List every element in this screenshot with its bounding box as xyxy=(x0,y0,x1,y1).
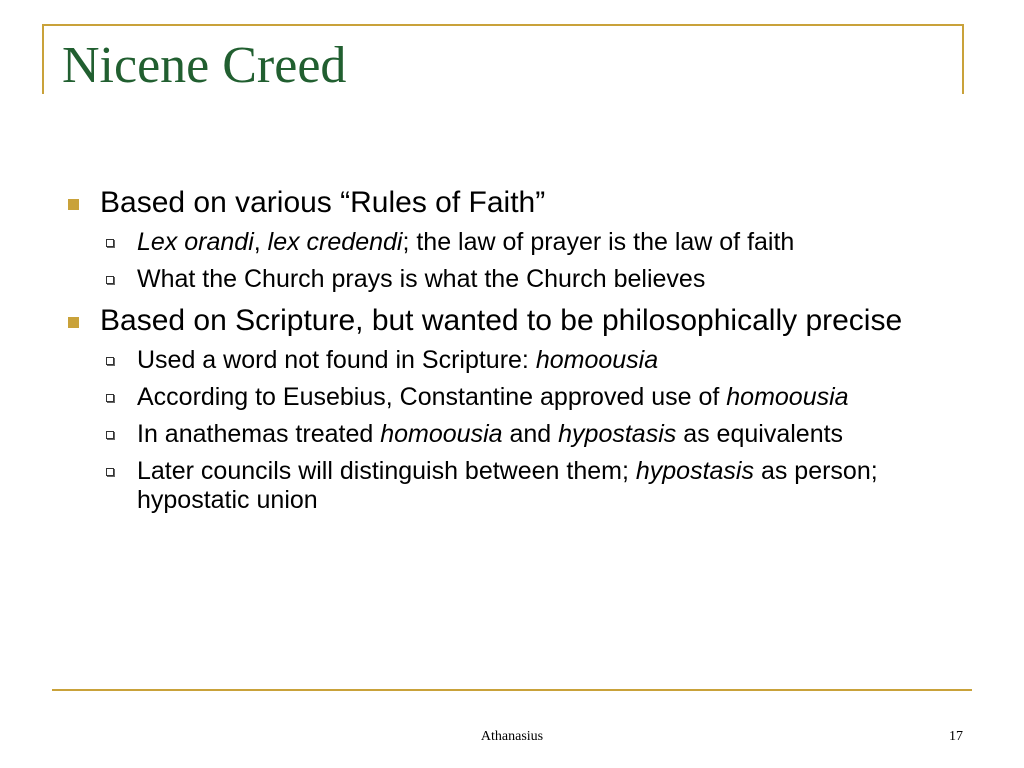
footer-divider xyxy=(52,689,972,691)
sub-bullet-lex-orandi xyxy=(62,228,972,257)
sub-bullet-text: What the Church prays is what the Church believes xyxy=(137,265,706,293)
sub-bullet-text-italic: homoousia xyxy=(726,383,849,411)
hollow-square-bullet-icon xyxy=(106,276,114,284)
hollow-square-bullet-icon xyxy=(106,394,114,402)
title-frame-left-line xyxy=(42,24,44,94)
bullet-rules-of-faith xyxy=(62,184,972,222)
hollow-square-bullet-icon xyxy=(106,357,114,365)
sub-bullet-text: and xyxy=(502,420,559,448)
slide-title: Nicene Creed xyxy=(62,37,347,94)
sub-bullet-word-not-in-scripture xyxy=(62,346,972,375)
sub-bullet-text-italic: homoousia xyxy=(535,346,659,374)
bullet-text: Based on various “Rules of Faith” xyxy=(100,186,546,219)
sub-bullet-text: as equivalents xyxy=(676,420,844,448)
sub-bullet-text: Used a word not found in Scripture: xyxy=(137,346,536,374)
sub-bullet-text: ; the law of prayer is the law of faith xyxy=(402,228,795,256)
sub-bullet-text-italic: homoousia xyxy=(380,420,503,448)
sub-bullet-text: as person; hypostatic union xyxy=(137,457,878,514)
slide-content xyxy=(62,184,972,523)
sub-bullet-later-councils xyxy=(62,457,972,515)
sub-bullet-text: , xyxy=(253,228,268,256)
footer-label: Athanasius xyxy=(480,729,544,744)
sub-bullet-text: In anathemas treated xyxy=(137,420,381,448)
square-bullet-icon xyxy=(68,199,79,210)
title-frame-right-line xyxy=(962,24,964,94)
hollow-square-bullet-icon xyxy=(106,468,114,476)
sub-bullet-eusebius xyxy=(62,383,972,412)
page-number: 17 xyxy=(949,729,963,744)
sub-bullet-text-italic: hypostasis xyxy=(635,457,754,485)
hollow-square-bullet-icon xyxy=(106,431,114,439)
bullet-scripture xyxy=(62,302,972,340)
sub-bullet-anathemas xyxy=(62,420,972,449)
hollow-square-bullet-icon xyxy=(106,239,114,247)
sub-bullet-text-italic: lex credendi xyxy=(267,228,403,256)
sub-bullet-text: According to Eusebius, Constantine approved use of xyxy=(137,383,727,411)
sub-bullet-church-prays xyxy=(62,265,972,294)
sub-bullet-text-italic: Lex orandi xyxy=(137,228,254,256)
title-frame-top-line xyxy=(42,24,964,26)
bullet-text: Based on Scripture, but wanted to be philosophically precise xyxy=(100,304,903,337)
sub-bullet-text-italic: hypostasis xyxy=(558,420,677,448)
square-bullet-icon xyxy=(68,317,79,328)
sub-bullet-text: Later councils will distinguish between them; xyxy=(137,457,636,485)
